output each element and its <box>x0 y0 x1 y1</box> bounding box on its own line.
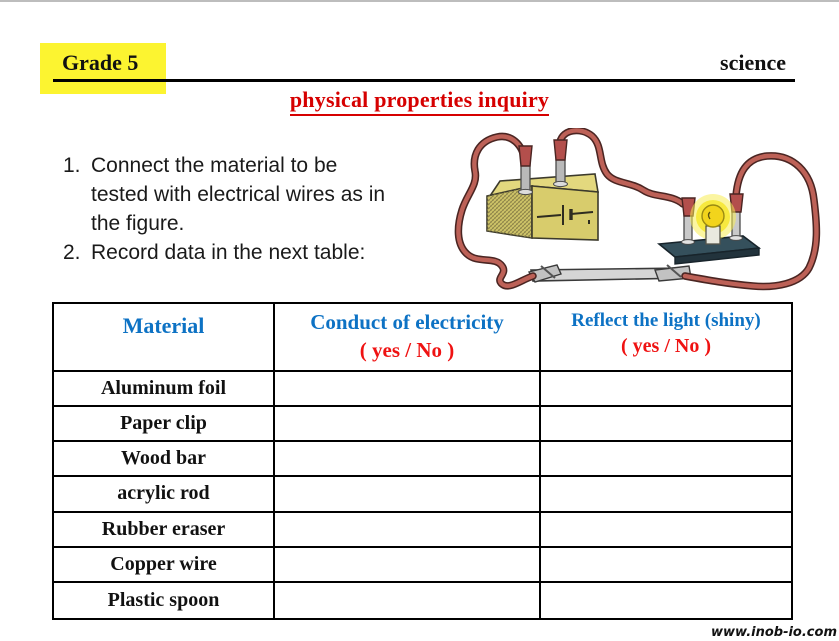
answer-cell-conduct <box>275 548 541 583</box>
answer-cell-reflect <box>541 513 791 548</box>
material-name: Wood bar <box>120 447 207 470</box>
answer-cell-reflect <box>541 442 791 477</box>
material-cell <box>54 548 275 583</box>
column-subtitle: ( yes / No ) <box>621 335 711 357</box>
answer-cell-conduct <box>275 477 541 512</box>
material-cell <box>54 407 275 442</box>
material-name: Paper clip <box>120 412 207 435</box>
test-rod-icon <box>529 265 691 282</box>
battery-icon <box>487 174 598 240</box>
column-title: Material <box>122 313 205 338</box>
material-name: Copper wire <box>110 552 217 575</box>
material-cell <box>54 372 275 407</box>
page-title-text: physical properties inquiry <box>290 87 549 116</box>
instruction-line: tested with electrical wires as in <box>91 183 386 206</box>
material-name: Rubber eraser <box>101 517 226 540</box>
instruction-line: Record data in the next table: <box>91 241 366 264</box>
answer-cell-reflect <box>541 548 791 583</box>
grade-label: Grade 5 <box>62 50 139 75</box>
answer-cell-reflect <box>541 583 791 618</box>
instruction-text <box>91 151 463 238</box>
answer-cell-conduct <box>275 583 541 618</box>
instruction-item-2 <box>63 238 463 267</box>
answer-cell-reflect <box>541 407 791 442</box>
material-name: acrylic rod <box>117 482 210 505</box>
instructions-list <box>63 151 463 267</box>
materials-table <box>52 302 793 620</box>
answer-cell-conduct <box>275 407 541 442</box>
answer-cell-reflect <box>541 372 791 407</box>
instruction-text <box>91 238 463 267</box>
header-rule <box>53 79 795 82</box>
answer-cell-conduct <box>275 513 541 548</box>
column-header-conduct <box>275 304 541 372</box>
instruction-line: the figure. <box>91 212 185 235</box>
answer-cell-reflect <box>541 477 791 512</box>
column-header-reflect <box>541 304 791 372</box>
material-cell <box>54 477 275 512</box>
material-name: Aluminum foil <box>100 377 227 400</box>
answer-cell-conduct <box>275 372 541 407</box>
circuit-figure <box>445 128 835 298</box>
instruction-number: 1. <box>63 154 81 177</box>
column-title: Reflect the light (shiny) <box>571 310 761 331</box>
instruction-line: Connect the material to be <box>91 154 338 177</box>
material-cell <box>54 583 275 618</box>
instruction-item-1 <box>63 151 463 238</box>
answer-cell-conduct <box>275 442 541 477</box>
instruction-number: 2. <box>63 241 81 264</box>
light-bulb-icon <box>690 194 736 244</box>
column-title: Conduct of electricity <box>310 310 504 334</box>
watermark-url: www.inob-io.com <box>711 625 837 640</box>
material-name: Plastic spoon <box>107 588 220 611</box>
material-cell <box>54 442 275 477</box>
page-top-edge-line <box>0 0 839 2</box>
subject-label: science <box>720 50 786 75</box>
circuit-figure-icon <box>445 128 835 298</box>
column-header-material <box>54 304 275 372</box>
material-cell <box>54 513 275 548</box>
column-subtitle: ( yes / No ) <box>359 338 455 362</box>
page-title <box>0 87 839 116</box>
